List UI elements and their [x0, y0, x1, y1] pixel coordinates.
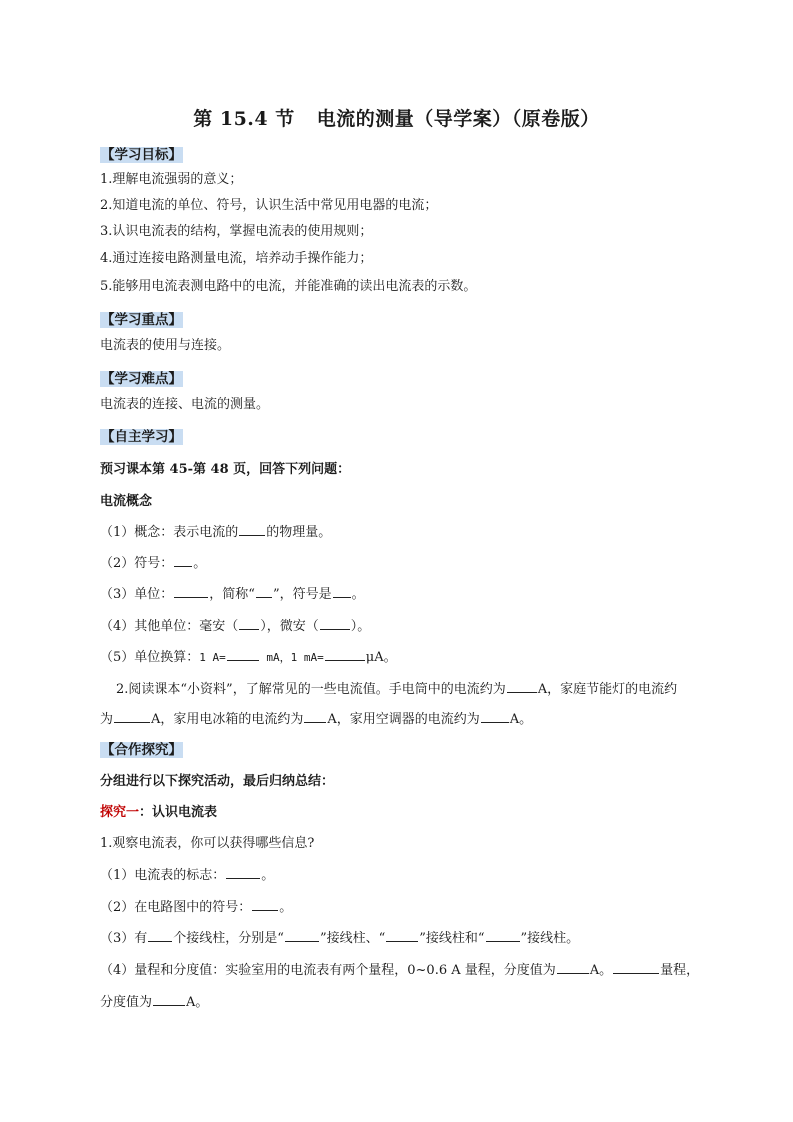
answer-blank[interactable]	[507, 680, 537, 693]
page-title	[0, 104, 793, 131]
section-heading-cooperative-inquiry: 【合作探究】	[101, 742, 182, 758]
answer-blank[interactable]	[256, 585, 272, 598]
title-section-number: 第 15.4 节	[193, 108, 295, 130]
answer-blank[interactable]	[333, 585, 351, 598]
answer-blank[interactable]	[557, 961, 589, 974]
answer-blank[interactable]	[114, 710, 150, 723]
answer-blank[interactable]	[304, 710, 326, 723]
reading-question-line2: 为 A，家用电冰箱的电流约为 A，家用空调器的电流约为 A。	[100, 712, 533, 727]
answer-blank[interactable]	[386, 929, 418, 942]
question-symbol: （2）符号： 。	[100, 556, 207, 571]
answer-blank[interactable]	[252, 898, 278, 911]
question-other-units: （4）其他单位：毫安（ ），微安（ ）。	[100, 619, 371, 634]
question-unit: （3）单位： ，简称“ ”，符号是 。	[100, 587, 365, 602]
question-concept: （1）概念：表示电流的 的物理量。	[100, 525, 332, 540]
answer-blank[interactable]	[320, 617, 350, 630]
question-terminals: （3）有 个接线柱，分别是“ ”接线柱、“ ”接线柱和“ ”接线柱。	[100, 931, 580, 946]
answer-blank[interactable]	[285, 929, 319, 942]
objective-item: 4.通过连接电路测量电流，培养动手操作能力；	[100, 251, 373, 266]
subheading-current-concept: 电流概念	[100, 494, 153, 509]
answer-blank[interactable]	[174, 554, 192, 567]
question-range-line1: （4）量程和分度值：实验室用的电流表有两个量程，0~0.6 A 量程，分度值为 A。 量程，	[100, 963, 700, 978]
reading-question-line1: 2.阅读课本“小资料”，了解常见的一些电流值。手电筒中的电流约为 A，家庭节能灯的电流约	[116, 682, 678, 697]
inquiry-intro: 分组进行以下探究活动，最后归纳总结：	[100, 774, 335, 789]
answer-blank[interactable]	[486, 929, 520, 942]
objective-item: 2.知道电流的单位、符号，认识生活中常见用电器的电流；	[100, 198, 438, 213]
section-heading-difficulties: 【学习难点】	[101, 371, 182, 387]
question-range-line2: 分度值为 A。	[100, 995, 209, 1010]
objective-item: 3.认识电流表的结构，掌握电流表的使用规则；	[100, 224, 373, 239]
answer-blank[interactable]	[226, 866, 260, 879]
self-study-intro: 预习课本第 45-第 48 页，回答下列问题：	[100, 462, 351, 477]
question-circuit-symbol: （2）在电路图中的符号： 。	[100, 900, 293, 915]
observe-ammeter-question: 1.观察电流表，你可以获得哪些信息?	[100, 836, 315, 851]
key-points-text: 电流表的使用与连接。	[100, 338, 231, 353]
answer-blank[interactable]	[613, 961, 659, 974]
answer-blank[interactable]	[239, 523, 265, 536]
answer-blank[interactable]	[148, 929, 172, 942]
question-unit-conversion: （5）单位换算：1 A= mA，1 mA= μA。	[100, 650, 397, 665]
question-ammeter-mark: （1）电流表的标志： 。	[100, 868, 275, 883]
answer-blank[interactable]	[239, 617, 259, 630]
answer-blank[interactable]	[227, 648, 259, 661]
section-heading-key-points: 【学习重点】	[101, 312, 182, 328]
inquiry-one-title: 探究一：认识电流表	[100, 805, 218, 820]
section-heading-self-study: 【自主学习】	[101, 429, 182, 445]
difficulties-text: 电流表的连接、电流的测量。	[100, 397, 270, 412]
answer-blank[interactable]	[481, 710, 509, 723]
objective-item: 1.理解电流强弱的意义；	[100, 172, 243, 187]
objective-item: 5.能够用电流表测电路中的电流，并能准确的读出电流表的示数。	[100, 279, 477, 294]
section-heading-objectives: 【学习目标】	[101, 147, 182, 163]
answer-blank[interactable]	[325, 648, 365, 661]
answer-blank[interactable]	[174, 585, 208, 598]
answer-blank[interactable]	[153, 993, 185, 1006]
title-text: 电流的测量（导学案）（原卷版）	[316, 108, 600, 130]
